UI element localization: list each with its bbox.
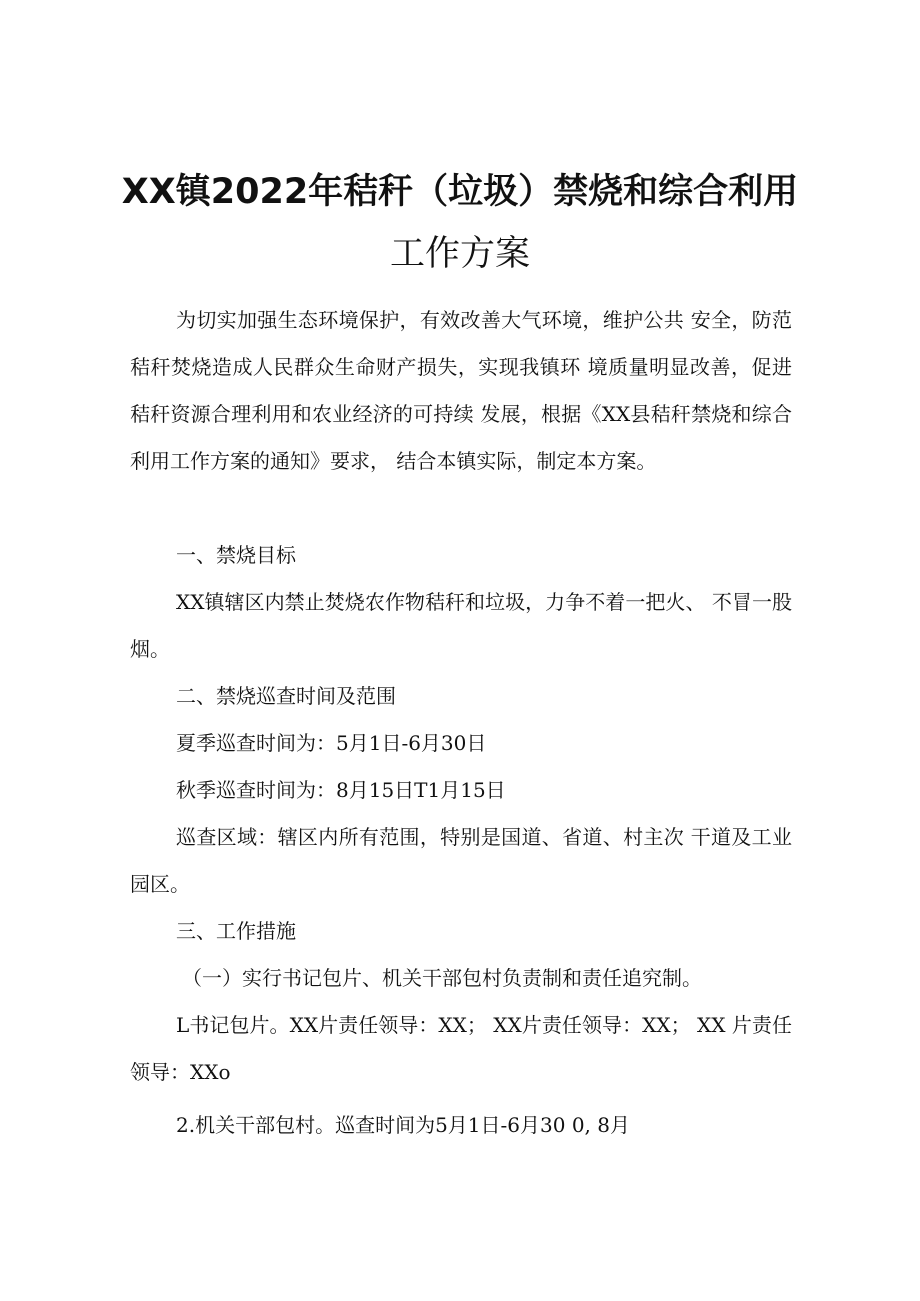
item-cadre-villages: 2.机关干部包村。巡查时间为5月1日-6月30 0, 8月 [176,1113,630,1137]
section-heading-patrol: 二、禁烧巡查时间及范围 [176,684,396,708]
patrol-area-paragraph: 巡查区域：辖区内所有范围，特别是国道、省道、村主次 干道及工业园区。 [130,825,792,896]
intro-paragraph: 为切实加强生态环境保护，有效改善大气环境，维护公共 安全，防范秸秆焚烧造成人民群众生命财产损失，实现我镇环 境质量明显改善，促进秸秆资源合理利用和农业经济的可持续 发展，根据《XX县秸秆禁烧和综合利用工作方案的通知》要求， 结合本镇实际，制定本方案。 [130,308,792,473]
subsection-heading-responsibility: （一）实行书记包片、机关干部包村负责制和责任追究制。 [182,966,702,990]
section-heading-measures: 三、工作措施 [176,919,296,943]
autumn-patrol-time: 秋季巡查时间为：8月15日T1月15日 [176,778,506,802]
document-title-line2: 工作方案 [389,234,530,274]
section-heading-goal: 一、禁烧目标 [176,543,296,567]
item-secretary-areas: L书记包片。XX片责任领导：XX； XX片责任领导：XX； XX 片责任领导：XXo [130,1013,792,1084]
summer-patrol-time: 夏季巡查时间为：5月1日-6月30日 [176,731,487,755]
document-title: XX镇2022年秸秆（垃圾）禁烧和综合利用 [121,172,799,212]
goal-paragraph: XX镇辖区内禁止焚烧农作物秸秆和垃圾，力争不着一把火、 不冒一股烟。 [130,590,792,661]
